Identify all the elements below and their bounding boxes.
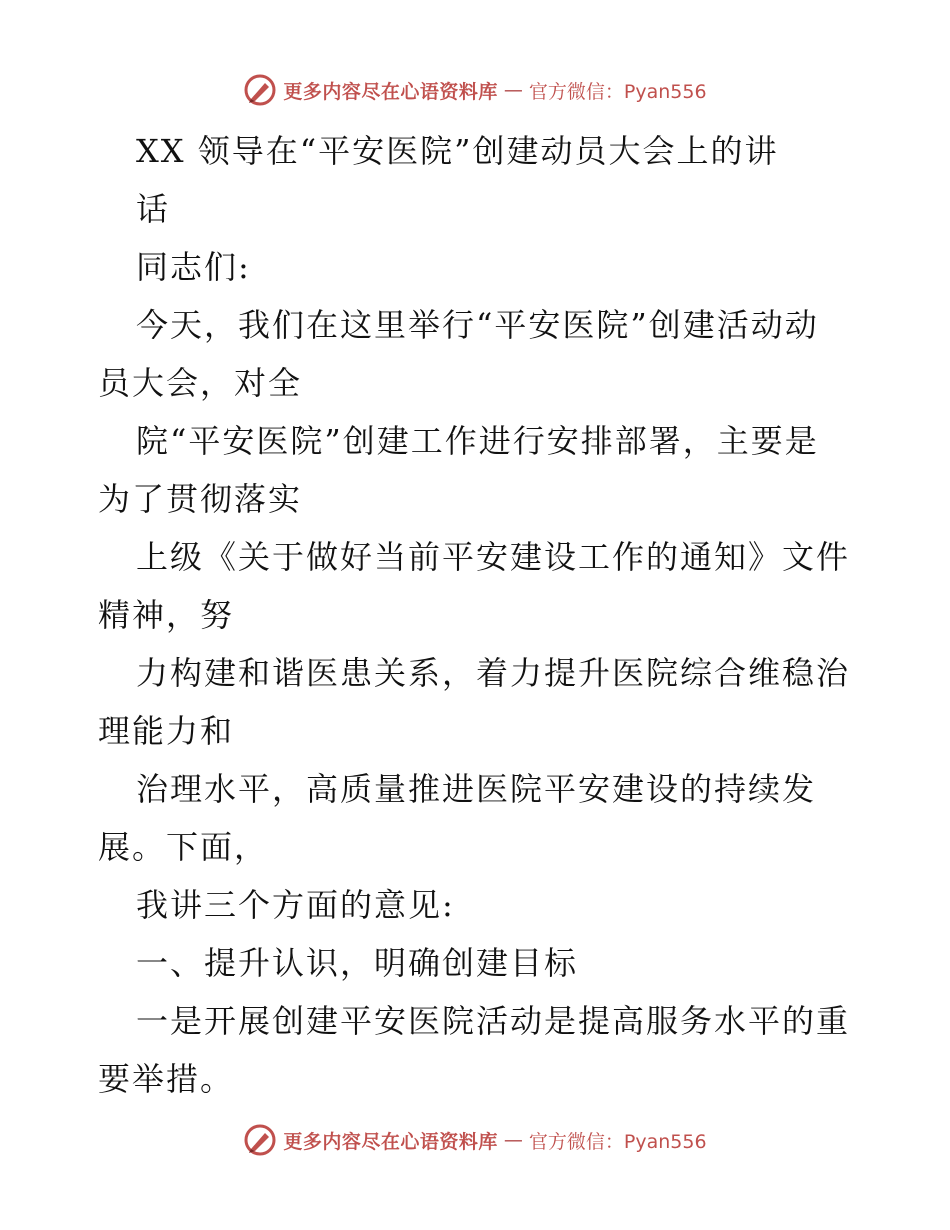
paragraph-line: 理能力和	[98, 712, 235, 750]
pen-logo-icon	[243, 1123, 277, 1157]
paragraph-line: 治理水平，高质量推进医院平安建设的持续发	[136, 770, 817, 808]
paragraph-line: 精神，努	[98, 596, 235, 634]
paragraph-line: 一是开展创建平安医院活动是提高服务水平的重	[136, 1002, 851, 1040]
banner-site-text: 更多内容尽在心语资料库	[283, 1130, 498, 1153]
paragraph-line: 今天，我们在这里举行“平安医院”创建活动动	[136, 306, 819, 344]
paragraph-line: 为了贯彻落实	[98, 480, 303, 518]
banner-dash: —	[503, 1129, 523, 1151]
pen-logo-icon	[243, 73, 277, 107]
paragraph-line: 我讲三个方面的意见:	[136, 886, 455, 924]
header-banner	[0, 70, 950, 110]
banner-dash: —	[503, 79, 523, 101]
paragraph-line: 展。下面，	[98, 828, 269, 866]
banner-contact-text: 官方微信：Pyan556	[528, 1130, 707, 1153]
title-line-1: XX 领导在“平安医院”创建动员大会上的讲	[136, 132, 779, 170]
paragraph-line: 员大会，对全	[98, 364, 303, 402]
banner-site-text: 更多内容尽在心语资料库	[283, 80, 498, 103]
paragraph-line: 上级《关于做好当前平安建设工作的通知》文件	[136, 538, 851, 576]
paragraph-line: 要举措。	[98, 1060, 235, 1098]
paragraph-line: 院“平安医院”创建工作进行安排部署，主要是	[136, 422, 819, 460]
footer-banner	[0, 1120, 950, 1160]
salutation: 同志们:	[136, 248, 251, 286]
document-body	[98, 122, 858, 1108]
banner-contact-text: 官方微信：Pyan556	[528, 80, 707, 103]
paragraph-line: 力构建和谐医患关系，着力提升医院综合维稳治	[136, 654, 851, 692]
title-line-2: 话	[136, 190, 171, 228]
section-heading: 一、提升认识，明确创建目标	[136, 944, 579, 982]
